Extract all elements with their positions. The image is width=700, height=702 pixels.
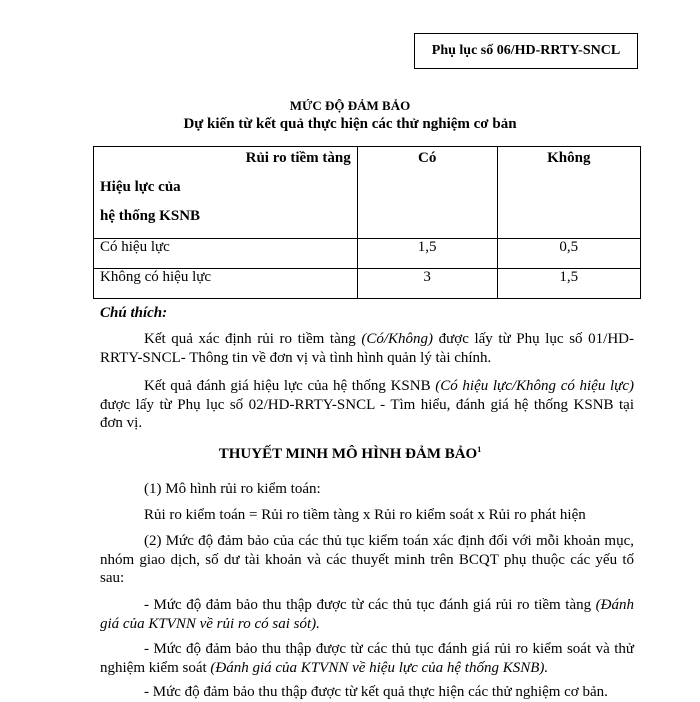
bullet-1-text: - Mức độ đảm bảo thu thập được từ các thủ tục đánh giá rủi ro tiềm tàng	[144, 597, 596, 613]
assurance-table	[93, 146, 641, 299]
page-subtitle: Dự kiến từ kết quả thực hiện các thử nghiệm cơ bản	[183, 116, 517, 132]
bullet-3: - Mức độ đảm bảo thu thập được từ kết quả thực hiện các thử nghiệm cơ bản.	[144, 684, 608, 700]
header-ksnb-line2: hệ thống KSNB	[100, 208, 201, 224]
note-p2-emphasis: (Có hiệu lực/Không có hiệu lực)	[435, 378, 634, 394]
section-title: THUYẾT MINH MÔ HÌNH ĐẢM BẢO	[218, 446, 478, 462]
row-yes-value: 1,5	[357, 239, 497, 269]
note-p2-text: Kết quả đánh giá hiệu lực của hệ thống KSNB	[144, 378, 436, 394]
table-header-corner	[94, 147, 358, 239]
bullet-2-emphasis: (Đánh giá của KTVNN về hiệu lực của hệ thống KSNB).	[210, 659, 549, 676]
bullet-2	[100, 640, 634, 677]
row-label: Có hiệu lực	[94, 239, 358, 269]
appendix-reference: Phụ lục số 06/HD-RRTY-SNCL	[431, 43, 621, 58]
header-inherent-risk: Rủi ro tiềm tàng	[245, 150, 351, 166]
table-header-row	[94, 147, 641, 239]
row-no-value: 0,5	[497, 239, 640, 269]
appendix-reference-box	[414, 33, 638, 69]
table-row	[94, 239, 641, 269]
note-paragraph-2	[100, 377, 634, 433]
row-label: Không có hiệu lực	[94, 269, 358, 299]
row-no-value: 1,5	[497, 269, 640, 299]
formula-line: Rủi ro kiểm toán = Rủi ro tiềm tàng x Rủi ro kiểm soát x Rủi ro phát hiện	[144, 507, 586, 523]
header-ksnb-line1: Hiệu lực của	[100, 179, 181, 195]
section-heading	[0, 445, 700, 463]
item-2: (2) Mức độ đảm bảo của các thủ tục kiểm toán xác định đối với mỗi khoản mục, nhóm giao dịch, số dư tài khoản và các thuyết minh trên BCQT phụ thuộc các yếu tố sau:	[100, 533, 634, 586]
note-title: Chú thích:	[100, 305, 168, 321]
bullet-1	[100, 596, 634, 633]
bullet-2-text: - Mức độ đảm bảo thu thập được từ các thủ tục đánh giá rủi ro kiểm soát và thử nghiệm kiểm soát	[100, 641, 634, 676]
header-yes: Có	[357, 147, 497, 239]
table-row	[94, 269, 641, 299]
note-p1-emphasis: (Có/Không)	[361, 331, 434, 347]
page-title: MỨC ĐỘ ĐẢM BẢO	[289, 98, 411, 113]
note-p1-rest: được lấy từ Phụ lục số 01/HD-RRTY-SNCL- Thông tin về đơn vị và tình hình quản lý tài chính.	[100, 331, 634, 366]
footnote-marker: 1	[477, 445, 482, 454]
item-1: (1) Mô hình rủi ro kiểm toán:	[144, 481, 321, 497]
note-p1-text: Kết quả xác định rủi ro tiềm tàng	[144, 331, 362, 347]
note-paragraph-1	[100, 330, 634, 367]
note-p2-rest: được lấy từ Phụ lục số 02/HD-RRTY-SNCL - Tìm hiểu, đánh giá hệ thống KSNB tại đơn vị.	[100, 396, 634, 431]
bullet-1-emphasis: (Đánh giá của KTVNN về rủi ro có sai sót).	[100, 597, 634, 632]
row-yes-value: 3	[357, 269, 497, 299]
header-no: Không	[497, 147, 640, 239]
